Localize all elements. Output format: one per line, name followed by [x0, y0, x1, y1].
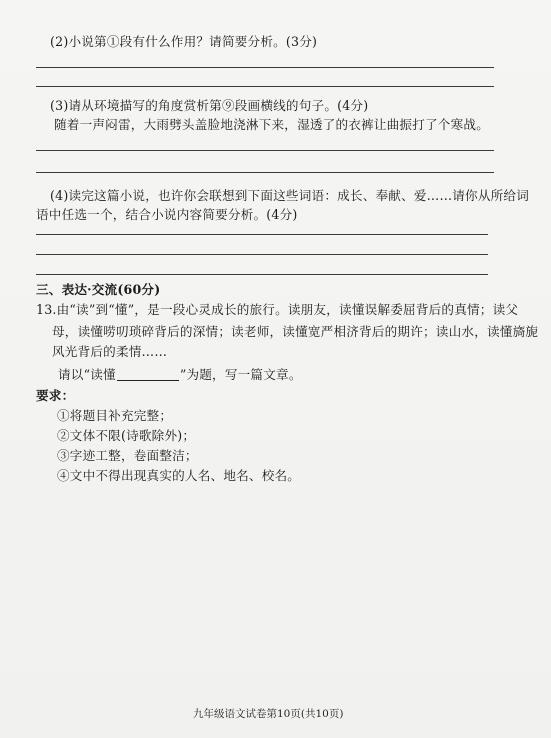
- answer-line[interactable]: [36, 172, 494, 173]
- page-footer: 九年级语文试卷第10页(共10页): [193, 708, 344, 720]
- answer-line[interactable]: [36, 274, 488, 275]
- answer-line[interactable]: [36, 150, 494, 151]
- requirements-label: 要求：: [36, 388, 75, 403]
- section-3-heading: 三、表达·交流(60分): [36, 282, 161, 297]
- answer-line[interactable]: [36, 254, 488, 255]
- essay-title-prefix: 请以“读懂: [58, 367, 116, 382]
- requirement-item: ④文中不得出现真实的人名、地名、校名。: [57, 468, 301, 483]
- essay-title-blank[interactable]: [117, 367, 179, 381]
- question-3-prompt: (3)请从环境描写的角度赏析第⑨段画横线的句子。(4分): [50, 98, 369, 113]
- requirement-item: ②文体不限(诗歌除外)；: [57, 428, 196, 443]
- question-13-line-1: 13.由“读”到“懂”，是一段心灵成长的旅行。读朋友，读懂误解委屈背后的真情；读父: [36, 302, 519, 317]
- question-4-prompt-line-2: 语中任选一个，结合小说内容简要分析。(4分): [36, 207, 298, 222]
- essay-title-instruction: [58, 367, 302, 383]
- requirement-item: ①将题目补充完整；: [57, 408, 173, 423]
- question-2-prompt: (2)小说第①段有什么作用？请简要分析。(3分): [50, 34, 318, 49]
- answer-line[interactable]: [36, 234, 488, 235]
- question-4-prompt-line-1: (4)读完这篇小说，也许你会联想到下面这些词语：成长、奉献、爱……请你从所给词: [50, 188, 530, 203]
- answer-line[interactable]: [36, 86, 494, 87]
- requirement-item: ③字迹工整，卷面整洁；: [57, 448, 198, 463]
- question-13-line-2: 母，读懂唠叨琐碎背后的深情；读老师，读懂宽严相济背后的期许；读山水，读懂旖旎: [52, 324, 539, 339]
- answer-line[interactable]: [36, 67, 494, 68]
- question-3-quote: 随着一声闷雷，大雨劈头盖脸地浇淋下来，湿透了的衣裤让曲振打了个寒战。: [54, 117, 489, 132]
- essay-title-suffix: ”为题，写一篇文章。: [179, 367, 302, 382]
- question-13-line-3: 风光背后的柔情……: [52, 344, 168, 359]
